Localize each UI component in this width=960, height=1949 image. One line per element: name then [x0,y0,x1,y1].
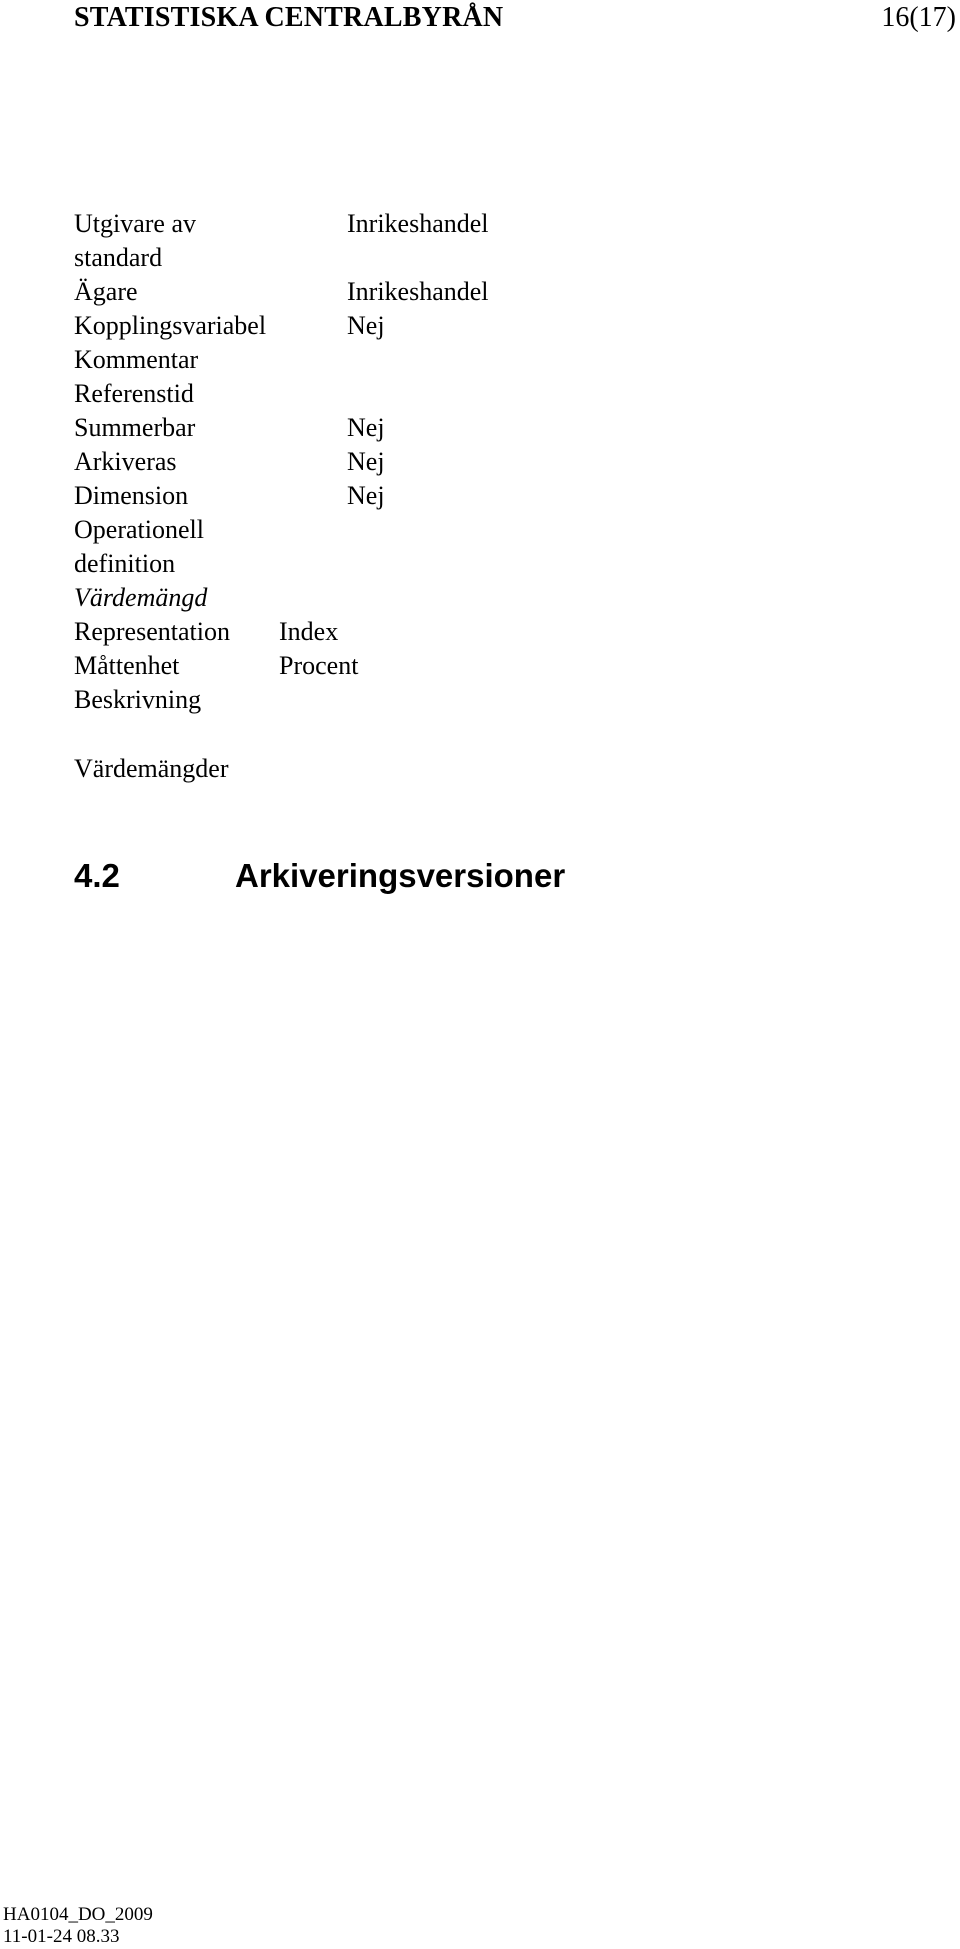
mattenhet-value: Procent [279,651,359,680]
utgivare-label-line1: Utgivare av [74,209,197,238]
representation-label: Representation [74,617,230,646]
beskrivning-label: Beskrivning [74,685,202,714]
page-number: 16(17) [881,2,956,33]
agare-label: Ägare [74,277,138,306]
agare-value: Inrikeshandel [347,277,489,306]
kopplingsvariabel-label: Kopplingsvariabel [74,311,267,340]
section-heading [74,857,565,895]
organization-name: STATISTISKA CENTRALBYRÅN [74,2,504,33]
utgivare-label-line2: standard [74,243,163,272]
section-number: 4.2 [74,857,120,894]
mattenhet-label: Måttenhet [74,651,180,680]
arkiveras-value: Nej [347,447,385,476]
representation-value: Index [279,617,339,646]
operationell-label-line2: definition [74,549,176,578]
footer-document-id: HA0104_DO_2009 [3,1904,153,1925]
vardemangd-heading: Värdemängd [74,583,208,612]
summerbar-label: Summerbar [74,413,196,442]
utgivare-value: Inrikeshandel [347,209,489,238]
dimension-label: Dimension [74,481,189,510]
vardemangder-label: Värdemängder [74,754,229,783]
kommentar-label: Kommentar [74,345,199,374]
arkiveras-label: Arkiveras [74,447,177,476]
section-title: Arkiveringsversioner [235,857,566,894]
operationell-label-line1: Operationell [74,515,204,544]
kopplingsvariabel-value: Nej [347,311,385,340]
referenstid-label: Referenstid [74,379,194,408]
footer-timestamp: 11-01-24 08.33 [3,1926,120,1947]
summerbar-value: Nej [347,413,385,442]
dimension-value: Nej [347,481,385,510]
